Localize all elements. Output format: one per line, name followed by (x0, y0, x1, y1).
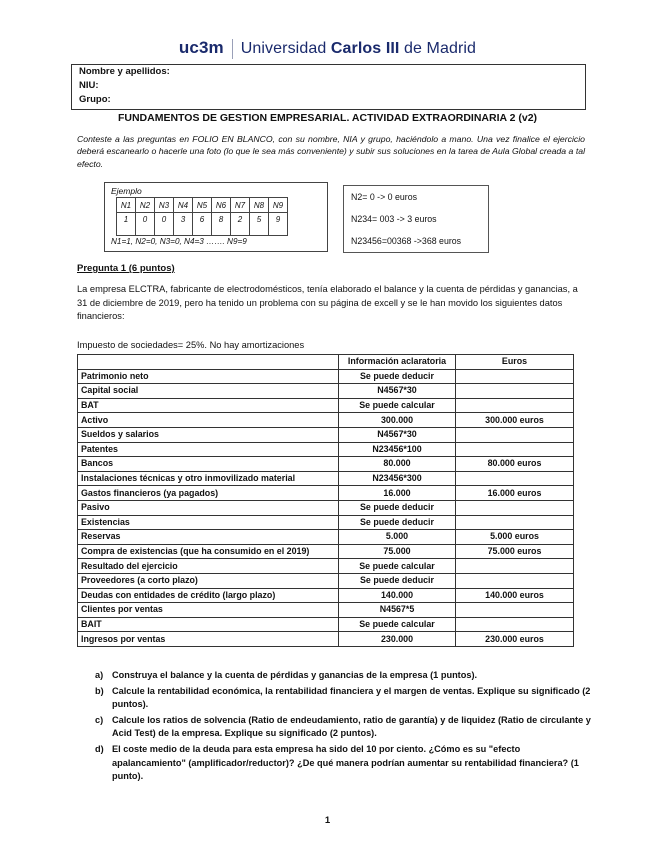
example-header-cell: N3 (155, 198, 174, 213)
subquestion-text: Construya el balance y la cuenta de pérdidas y ganancias de la empresa (1 puntos). (112, 670, 478, 680)
university-logo (0, 38, 655, 59)
row-euros (456, 573, 574, 588)
example-value-cell: 5 (250, 213, 269, 236)
row-info: Se puede calcular (339, 398, 456, 413)
row-concept: Patrimonio neto (78, 369, 339, 384)
table-row (78, 427, 574, 442)
subquestion-a (95, 669, 593, 682)
table-row (78, 632, 574, 647)
row-concept: Gastos financieros (ya pagados) (78, 486, 339, 501)
document-title: FUNDAMENTOS DE GESTION EMPRESARIAL. ACTIVIDAD EXTRAORDINARIA 2 (v2) (117, 112, 538, 124)
question-heading: Pregunta 1 (6 puntos) (77, 263, 175, 274)
name-field-label: Nombre y apellidos: (79, 66, 170, 77)
table-header-row (78, 355, 574, 370)
code-example: N234= 003 -> 3 euros (351, 214, 437, 224)
instructions-paragraph: Conteste a las preguntas en FOLIO EN BLANCO, con su nombre, NIA y grupo, haciéndolo a mano. Una vez finalice el ejercicio deberá escanearlo o hacerle una foto (lo que le sea más conveniente) y subir sus soluciones en la tarea de Aula Global creada a tal efecto. (77, 134, 585, 169)
example-value-cell: 1 (117, 213, 136, 236)
row-info: N4567*30 (339, 427, 456, 442)
table-row (78, 559, 574, 574)
table-row (78, 544, 574, 559)
table-row (78, 413, 574, 428)
row-euros: 140.000 euros (456, 588, 574, 603)
row-info: 5.000 (339, 530, 456, 545)
row-info: Se puede calcular (339, 617, 456, 632)
row-euros: 5.000 euros (456, 530, 574, 545)
subquestion-letter: d) (95, 744, 104, 755)
table-row (78, 442, 574, 457)
row-euros: 230.000 euros (456, 632, 574, 647)
header-info: Información aclaratoria (339, 355, 456, 370)
example-header-cell: N5 (193, 198, 212, 213)
row-concept: Deudas con entidades de crédito (largo plazo) (78, 588, 339, 603)
example-header-cell: N6 (212, 198, 231, 213)
table-row (78, 471, 574, 486)
example-value-cell: 0 (136, 213, 155, 236)
row-euros (456, 559, 574, 574)
row-euros: 16.000 euros (456, 486, 574, 501)
row-info: N23456*100 (339, 442, 456, 457)
row-concept: Compra de existencias (que ha consumido en el 2019) (78, 544, 339, 559)
example-values-row (117, 213, 288, 236)
row-concept: Instalaciones técnicas y otro inmovilizado material (78, 471, 339, 486)
question-statement: La empresa ELCTRA, fabricante de electrodomésticos, tenía elaborado el balance y la cuenta de pérdidas y ganancias, a 31 de diciembre de 2019, pero ha tenido un problema con su página de excell y se le han movido los siguientes datos financieros: (77, 284, 578, 321)
table-row (78, 486, 574, 501)
row-info: Se puede deducir (339, 500, 456, 515)
table-row (78, 398, 574, 413)
example-value-cell: 3 (174, 213, 193, 236)
row-concept: Proveedores (a corto plazo) (78, 573, 339, 588)
code-examples-box (343, 185, 489, 253)
example-value-cell: 2 (231, 213, 250, 236)
subquestion-text: Calcule la rentabilidad económica, la rentabilidad financiera y el margen de ventas. Explique su significado (2 puntos). (112, 685, 591, 710)
code-example: N2= 0 -> 0 euros (351, 192, 418, 202)
logo-prefix: Universidad (240, 40, 327, 57)
row-info: 140.000 (339, 588, 456, 603)
row-euros (456, 398, 574, 413)
subquestion-text: Calcule los ratios de solvencia (Ratio de endeudamiento, ratio de garantía) y de liquidez (Ratio de circulante y Acid Test) de la empresa. Explique su significado (2 puntos). (112, 715, 591, 739)
row-info: 230.000 (339, 632, 456, 647)
table-row (78, 369, 574, 384)
row-concept: Pasivo (78, 500, 339, 515)
subquestion-d (95, 743, 593, 783)
row-concept: Patentes (78, 442, 339, 457)
row-concept: Capital social (78, 384, 339, 399)
tax-note: Impuesto de sociedades= 25%. No hay amortizaciones (77, 340, 305, 350)
example-note: N1=1, N2=0, N3=0, N4=3 ……. N9=9 (111, 237, 247, 246)
row-info: N4567*5 (339, 603, 456, 618)
row-info: Se puede deducir (339, 369, 456, 384)
row-info: 300.000 (339, 413, 456, 428)
row-euros (456, 515, 574, 530)
subquestion-b (95, 685, 593, 712)
example-value-cell: 6 (193, 213, 212, 236)
example-header-cell: N8 (250, 198, 269, 213)
row-info: 80.000 (339, 457, 456, 472)
table-row (78, 588, 574, 603)
table-row (78, 515, 574, 530)
example-box (104, 182, 328, 252)
row-info: 75.000 (339, 544, 456, 559)
example-header-cell: N4 (174, 198, 193, 213)
subquestion-c (95, 714, 593, 741)
row-concept: Reservas (78, 530, 339, 545)
example-header-cell: N1 (117, 198, 136, 213)
row-euros (456, 500, 574, 515)
subquestion-text: El coste medio de la deuda para esta empresa ha sido del 10 por ciento. ¿Cómo es su "efecto apalancamiento" (amplificador/reductor)? ¿De qué manera podrían aumentar su rentabilidad financiera? (1 punto). (112, 744, 579, 782)
logo-suffix: de Madrid (404, 40, 477, 57)
subquestion-letter: a) (95, 670, 104, 680)
example-label: Ejemplo (111, 186, 142, 196)
header-concept (78, 355, 339, 370)
example-value-cell: 0 (155, 213, 174, 236)
row-concept: Resultado del ejercicio (78, 559, 339, 574)
table-row (78, 603, 574, 618)
row-info: Se puede deducir (339, 515, 456, 530)
subquestion-letter: c) (95, 715, 104, 725)
row-euros: 300.000 euros (456, 413, 574, 428)
row-info: Se puede deducir (339, 573, 456, 588)
table-row (78, 617, 574, 632)
row-euros (456, 471, 574, 486)
subquestions-list (95, 669, 593, 786)
code-example: N23456=00368 ->368 euros (351, 236, 462, 246)
row-info: N23456*300 (339, 471, 456, 486)
table-row (78, 530, 574, 545)
logo-divider (232, 39, 233, 59)
student-info-box (71, 64, 586, 110)
row-concept: Existencias (78, 515, 339, 530)
row-euros (456, 384, 574, 399)
row-euros: 80.000 euros (456, 457, 574, 472)
row-euros (456, 442, 574, 457)
logo-acronym: uc3m (178, 38, 224, 57)
row-concept: Bancos (78, 457, 339, 472)
row-euros (456, 369, 574, 384)
example-value-cell: 8 (212, 213, 231, 236)
table-row (78, 573, 574, 588)
example-header-cell: N9 (269, 198, 288, 213)
example-value-cell: 9 (269, 213, 288, 236)
table-row (78, 384, 574, 399)
example-table (116, 197, 288, 236)
niu-field-label: NIU: (79, 80, 99, 91)
table-row (78, 500, 574, 515)
table-row (78, 457, 574, 472)
example-header-row (117, 198, 288, 213)
row-euros (456, 427, 574, 442)
row-concept: BAIT (78, 617, 339, 632)
row-euros (456, 603, 574, 618)
group-field-label: Grupo: (79, 94, 111, 105)
row-euros (456, 617, 574, 632)
row-info: N4567*30 (339, 384, 456, 399)
row-info: Se puede calcular (339, 559, 456, 574)
subquestion-letter: b) (95, 685, 104, 696)
row-info: 16.000 (339, 486, 456, 501)
row-concept: BAT (78, 398, 339, 413)
row-concept: Activo (78, 413, 339, 428)
row-concept: Sueldos y salarios (78, 427, 339, 442)
logo-name: Carlos III (330, 40, 400, 57)
row-concept: Ingresos por ventas (78, 632, 339, 647)
example-header-cell: N2 (136, 198, 155, 213)
row-concept: Clientes por ventas (78, 603, 339, 618)
header-euros: Euros (456, 355, 574, 370)
financial-data-table (77, 354, 574, 647)
page-number: 1 (324, 815, 331, 826)
row-euros: 75.000 euros (456, 544, 574, 559)
example-header-cell: N7 (231, 198, 250, 213)
